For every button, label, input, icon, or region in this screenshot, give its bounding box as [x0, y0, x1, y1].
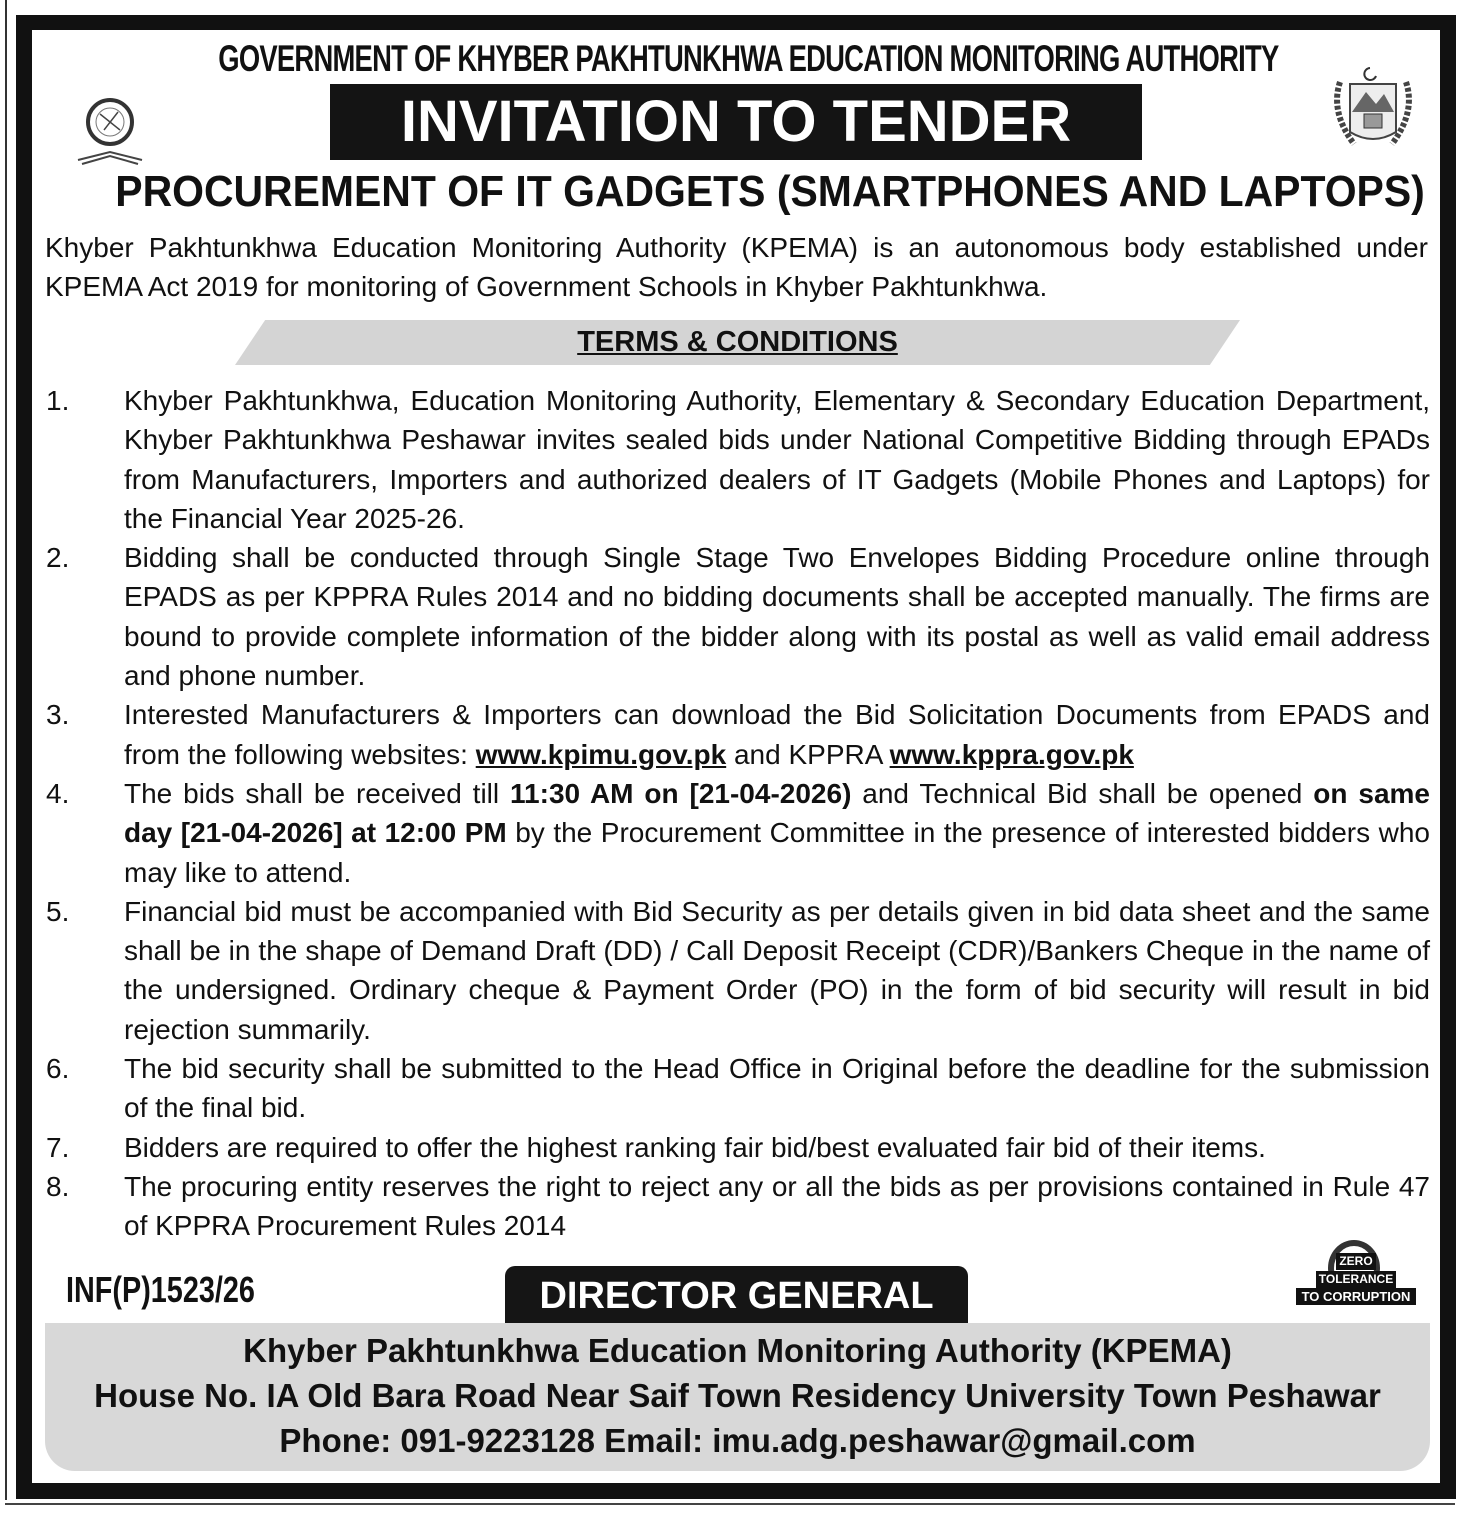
badge-text: TOLERANCE: [1316, 1271, 1396, 1288]
footer-address: House No. IA Old Bara Road Near Saif Town Residency University Town Peshawar: [94, 1376, 1381, 1414]
bid-opening-time: on same day [21-04-2026] at 12:00 PM: [124, 777, 1431, 849]
list-item: [40, 892, 1430, 1049]
badge-text: TO CORRUPTION: [1296, 1288, 1417, 1305]
item-text: The bid security shall be submitted to the Head Office in Original before the deadline for the submission of the final bid.: [124, 1053, 1430, 1124]
text-segment: by the Procurement Committee in the presence of interested bidders who may like to attend.: [124, 817, 1431, 888]
tender-subtitle: PROCUREMENT OF IT GADGETS (SMARTPHONES AND LAPTOPS): [115, 167, 1425, 216]
ad-content: [32, 30, 1440, 1483]
item-text: Bidders are required to offer the highest ranking fair bid/best evaluated fair bid of their items.: [124, 1131, 1266, 1163]
item-number: 5.: [46, 895, 70, 927]
signatory-title: DIRECTOR GENERAL: [505, 1266, 968, 1323]
government-heading: GOVERNMENT OF KHYBER PAKHTUNKHWA EDUCATION MONITORING AUTHORITY: [218, 38, 1279, 79]
footer-contact-box: [45, 1323, 1430, 1471]
page-edge: [5, 1503, 1455, 1505]
item-text: The procuring entity reserves the right to reject any or all the bids as per provisions contained in Rule 47 of KPPRA Procurement Rules 2014: [124, 1170, 1430, 1242]
bid-deadline: 11:30 AM on [21-04-2026): [510, 777, 852, 809]
terms-list: [40, 381, 1430, 1246]
list-item: [40, 1049, 1430, 1128]
item-number: 3.: [46, 699, 70, 731]
item-text: [124, 774, 1430, 892]
list-item: [40, 774, 1430, 892]
text-segment: Interested Manufacturers & Importers can download the Bid Solicitation Documents from EPADS and from the following websites:: [124, 699, 1430, 770]
item-number: 1.: [46, 385, 70, 416]
item-number: 7.: [46, 1131, 70, 1163]
item-text: Financial bid must be accompanied with Bid Security as per details given in bid data sheet and the same shall be in the shape of Demand Draft (DD) / Call Deposit Receipt (CDR)/Bankers Cheque in the name of the undersigned. Ordinary cheque & Payment Order (PO) in the form of bid security will result in bid rejection summarily.: [124, 895, 1430, 1045]
item-text: Khyber Pakhtunkhwa, Education Monitoring Authority, Elementary & Secondary Education Department, Khyber Pakhtunkhwa Peshawar invites sealed bids under National Competitive Bidding through EPADs from Manufacturers, Importers and authorized dealers of IT Gadgets (Mobile Phones and Laptops) for the Financial Year 2025-26.: [124, 385, 1430, 534]
footer-org: Khyber Pakhtunkhwa Education Monitoring Authority (KPEMA): [243, 1331, 1232, 1369]
item-number: 6.: [46, 1053, 70, 1085]
list-item: [40, 381, 1430, 538]
list-item: [40, 695, 1430, 774]
text-segment: and Technical Bid shall be opened: [851, 777, 1314, 809]
intro-paragraph: Khyber Pakhtunkhwa Education Monitoring Authority (KPEMA) is an autonomous body established under KPEMA Act 2019 for monitoring of Government Schools in Khyber Pakhtunkhwa.: [45, 232, 1428, 302]
list-item: [40, 538, 1430, 695]
ad-frame: [16, 15, 1456, 1499]
page-edge: [5, 0, 7, 1500]
page-title: INVITATION TO TENDER: [330, 84, 1142, 160]
text-segment: and KPPRA: [726, 738, 890, 770]
list-item: [40, 1128, 1430, 1167]
zero-tolerance-badge: [1290, 1240, 1422, 1320]
terms-heading: TERMS & CONDITIONS: [577, 326, 898, 358]
item-text: [124, 695, 1430, 774]
kp-government-emblem: [1326, 62, 1420, 157]
item-number: 4.: [46, 777, 70, 809]
badge-text: ZERO: [1336, 1253, 1375, 1270]
kpimu-website-link[interactable]: www.kpimu.gov.pk: [475, 738, 727, 770]
kpema-logo: [70, 78, 150, 168]
list-item: [40, 1167, 1430, 1246]
kppra-website-link[interactable]: www.kppra.gov.pk: [889, 738, 1134, 770]
item-number: 2.: [46, 542, 70, 574]
item-number: 8.: [46, 1170, 70, 1202]
signature-row: [32, 1253, 1440, 1323]
text-segment: The bids shall be received till: [124, 777, 511, 809]
footer-contact: Phone: 091-9223128 Email: imu.adg.peshawar@gmail.com: [279, 1421, 1196, 1459]
reference-number: INF(P)1523/26: [66, 1268, 255, 1310]
item-text: Bidding shall be conducted through Single Stage Two Envelopes Bidding Procedure online through EPADS as per KPPRA Rules 2014 and no bidding documents shall be accepted manually. The firms are bound to provide complete information of the bidder along with its postal as well as valid email address and phone number.: [124, 542, 1430, 692]
terms-banner: [235, 320, 1240, 365]
